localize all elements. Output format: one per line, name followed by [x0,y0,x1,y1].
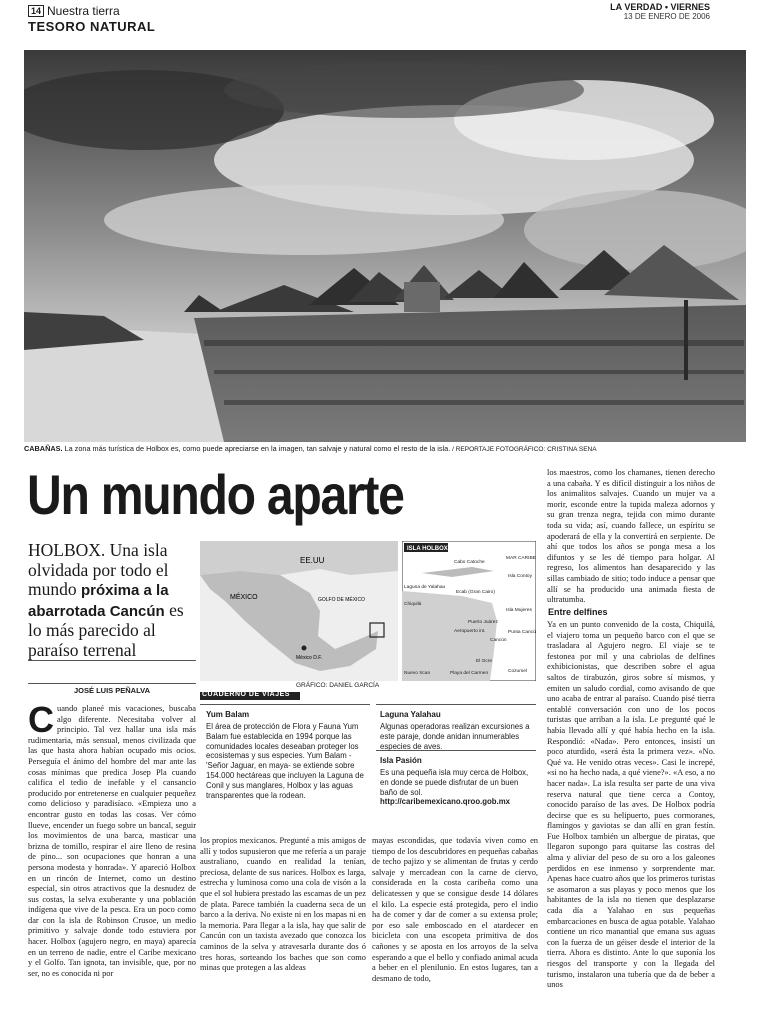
caption-text: La zona más turística de Holbox es, como puede apreciarse en la imagen, tan salvaje y natural como el resto de la isla. [62,444,451,453]
yum-balam-heading: Yum Balam [206,710,250,719]
map-mexico [200,541,398,681]
deck-text-1: HOLBOX. Una isla olvidada por todo el mundo [28,540,169,599]
usa-landmass [200,541,398,575]
place-el-ocre: El Ocre [476,659,492,664]
article-column-1 [28,704,196,1004]
place-aeropuerto: Aeropuerto int. [454,629,486,634]
place-cancun: Cancún [490,638,507,643]
page-header-right [610,2,710,21]
place-ecab: Ecab (Gran Cairo) [456,590,495,595]
laguna-text: Algunas operadoras realizan excursiones a este paraje, donde anidan innumerables especies de aves. [380,722,530,751]
cuaderno-title: CUADERNO DE VIAJES [202,691,290,698]
article-column-4-top: los maestros, como los chamanes, tienen derecho a una cabaña. Y es difícil distinguir a los niños de los animalitos salvajes. Cuando un mujer va a morir, esconde entre la tupida maleza adornos y su gran trenza negra, tejida con mimo durante toda su vida; así, cuando fallece, un espíritu se apoderará de ella y la convertirá en serpiente. De ahí que todos los años se ponga mesa a los difuntos y se les dé tiempo para holgar. Al regreso, los alimentos han desaparecido y las sillas cambiado de sitio; todo induce a pensar que allí se ha producido una animada fiesta de ultratumba. [547,468,715,604]
divider [200,704,370,705]
deck-text-2: es lo más parecido al paraíso terrenal [28,599,184,660]
place-playa-del-carmen: Playa del Carmen [450,671,489,676]
isla-pasion-heading: Isla Pasión [380,756,422,765]
divider [376,704,536,705]
page-number: 14 [28,5,44,17]
place-nuevo-xcan: Nuevo Xcan [404,671,431,676]
place-cabo-catoche: Cabo Catoche [454,560,485,565]
article-column-2: los propios mexicanos. Pregunté a mis amigos de allí y todos supusieron que me refería a un paraje australiano, cuando en realidad la tenían, preciosa, delante de sus narices. Holbox es larga, estrecha y luminosa como una cola de visón a la que el sol hubiera prestado las escamas de un pez de plata. Parece también la cuaderna seca de un barco a la deriva. No existe ni en los mapas ni en la memoria. Para llegar a la isla, hay que salir de Cancún con un taxista avezado que conozca los caminos de la selva y atravesarla durante dos ó tres horas, sorteando los baches que son como minas que protegen a las aldeas [200,836,366,973]
deck-bold: próxima a la abarrotada Cancún [28,582,169,620]
place-cozumel: Cozumel [508,669,527,674]
label-gulf: GOLFO DE MÉXICO [318,597,365,603]
cabins-photo-illustration [24,50,746,442]
place-chiquila: Chiquilá [404,602,422,607]
df-marker [302,646,307,651]
photo-credit: / REPORTAJE FOTOGRÁFICO: CRISTINA SENA [450,446,597,453]
subsection-name: TESORO NATURAL [28,19,156,34]
place-isla-mujeres: Isla Mujeres [506,608,532,613]
main-photo [24,50,746,442]
label-mar-caribe: MAR CARIBE [506,556,536,561]
headline: Un mundo aparte [27,463,404,526]
map-isla-holbox [402,541,536,681]
tourism-url-link[interactable]: http://caribemexicano.qroo.gob.mx [380,797,510,807]
drop-cap: C [28,704,54,740]
place-punta-cancun: Punta Cancún [508,630,536,635]
map-credit: GRÁFICO: DANIEL GARCÍA [296,682,380,689]
laguna-heading: Laguna Yalahau [380,710,441,719]
divider [28,660,196,661]
caption-lead: CABAÑAS. [24,444,63,453]
article-column-3: mayas escondidas, que todavía viven como en tiempo de los descubridores en pequeñas cabañas de techo pajizo y se alimentan de frutas y cerdo salvaje y mercadean con la carne de ciervo, considerada en la costa caribeña como una delicatessen y que se consigue desde 14 dólares el kilo. La especie está protegida, pero el indio ha de comer y dar de comer a su extensa prole; por eso sale emboscado en el atardecer en bicicleta con una escopeta primitiva de dos cañones y se aposta en los arroyos de la selva esperando a que el bello y confiado animal acuda a beber en el plenilunio. En estos lugares, tan a desmano de todo, [372,836,538,983]
section-name: Nuestra tierra [47,4,120,19]
place-isla-contoy: Isla Contoy [508,574,532,579]
label-df: México D.F. [296,655,323,661]
label-mexico: MÉXICO [230,594,258,601]
isla-pasion-text: Es una pequeña isla muy cerca de Holbox, en donde se puede disfrutar de un buen baño de sol. [380,768,529,797]
place-puerto-juarez: Puerto Juárez [468,620,498,625]
label-usa: EE.UU [300,556,325,565]
cuaderno-de-viajes-box [200,692,536,830]
column-1-text: uando planeé mis vacaciones, buscaba algo diferente. Necesitaba volver al principio. Tal vez hallar una isla más rudimentaria, más sensual, menos civilizada que las que hasta ahora habían ocupado mis ocios. Perseguía el ánimo del hombre del mar ante las cosas mínimas que predica Josep Pla cuando califica el tedio de inefable y el cansancio producido por entretenerse en cualquier pequeñez como delicioso y paradisíaco. «Empieza uno a encontrar gusto en todas las cosas. Ver cómo llueve, encender un fuego sobre un bancal, seguir los movimientos de una barca, masticar una brizna de tomillo, respirar el aire lleno de resina de pino... son ocupaciones que honran a una persona modesta y honrada». Y apareció Holbox en un rincón de Internet, como un destino especial, sin otros atractivos que la desnudez de sus costas, la selva exuberante y una población indígena que vive de la pesca. Era un poco como dar con la isla de Robinson Crusoe, un medio primitivo y salvaje donde todo estuviera por hacer. Holbox (agujero negro, en maya) aparecía en un terreno de nadie, entre el Caribe mexicano y el Golfo. Tan ignota, tan invisible, que, por no ser, no es conocida ni por [28,704,196,978]
subheading-entre-delfines: Entre delfines [548,607,608,617]
cuaderno-title-bar [200,692,300,700]
page-header-left [28,2,328,34]
photo-caption [24,444,746,453]
newspaper-name: LA VERDAD • VIERNES [610,2,710,12]
isla-pasion-entry [380,756,532,807]
yum-balam-entry [206,710,368,800]
map-title: ISLA HOLBOX [407,546,448,552]
yum-balam-text: El área de protección de Flora y Fauna Yum Balam fue establecida en 1994 porque las comunidades locales deseaban proteger los ecosistemas y sus especies. Yum Balam -'Señor Jaguar, en maya- se extiende sobre 154.000 hectáreas que incluyen la Laguna de Conil y sus manglares, Holbox y las aguas transparentes que la rodean. [206,722,364,800]
deck [28,541,196,660]
article-column-4-bottom: Ya en un punto convenido de la costa, Chiquilá, el viajero toma un pequeño barco con el que se trasladara al Agujero negro. El viaje se te festonea por mil y una cabriolas de delfines exhibicionistas, que describen sobre el agua saltos de tirabuzón, giros sobre sí mismos, y emiten un saludo cordial, como avisando de que uno acaba de entrar al paraíso. Cuando pisé tierra entablé conversación con uno de los pocos turistas que arriban a la isla. Le pregunté qué le había llevado allí y qué había hecho en la isla. Respondió: «Nada». Pero entonces, insistí un poco aturdido, «será ésta la primera vez». «No. Qué va. He venido otras veces». Casi le increpé, «si no ha hecho nada, a qué viene?». «A eso, a no hacer nada». La isla resulta ser parte de una viva reserva natural que tiene cerca a Contoy, conocido paraíso de las aves. De Holbox podría decirse que es su helipuerto, pues cormoranes, flamingos y gaviotas se dan allí en gran festín. Fue Holbox también un albergue de piratas, que llegaron supongo para quitarse las costras del alma y aliviar del peso de su oro a los galeones perdidos en ese inmenso y sorprendente mar. Apenas hace cuatro años que los primeros turistas se asomaron a sus playas y poco menos que los habitantes de la isla no tienen que desplazarse cada día a Yalahao en sus pequeñas embarcaciones en busca de agua potable. Yalahao contiene un rico manantial que emana sus aguas con la fuerza de un géiser desde el interior de la tierra. Ahora es distinto. Ante lo que suponía los riesgos del transporte y con la llegada del turismo, instalaron una tubería que da de beber a unos [547,620,715,990]
issue-date: 13 DE ENERO DE 2006 [623,12,710,21]
author-byline: JOSÉ LUIS PEÑALVA [28,683,196,695]
place-laguna-yalahau: Laguna de Yalahau [404,585,446,590]
laguna-entry [380,710,532,751]
